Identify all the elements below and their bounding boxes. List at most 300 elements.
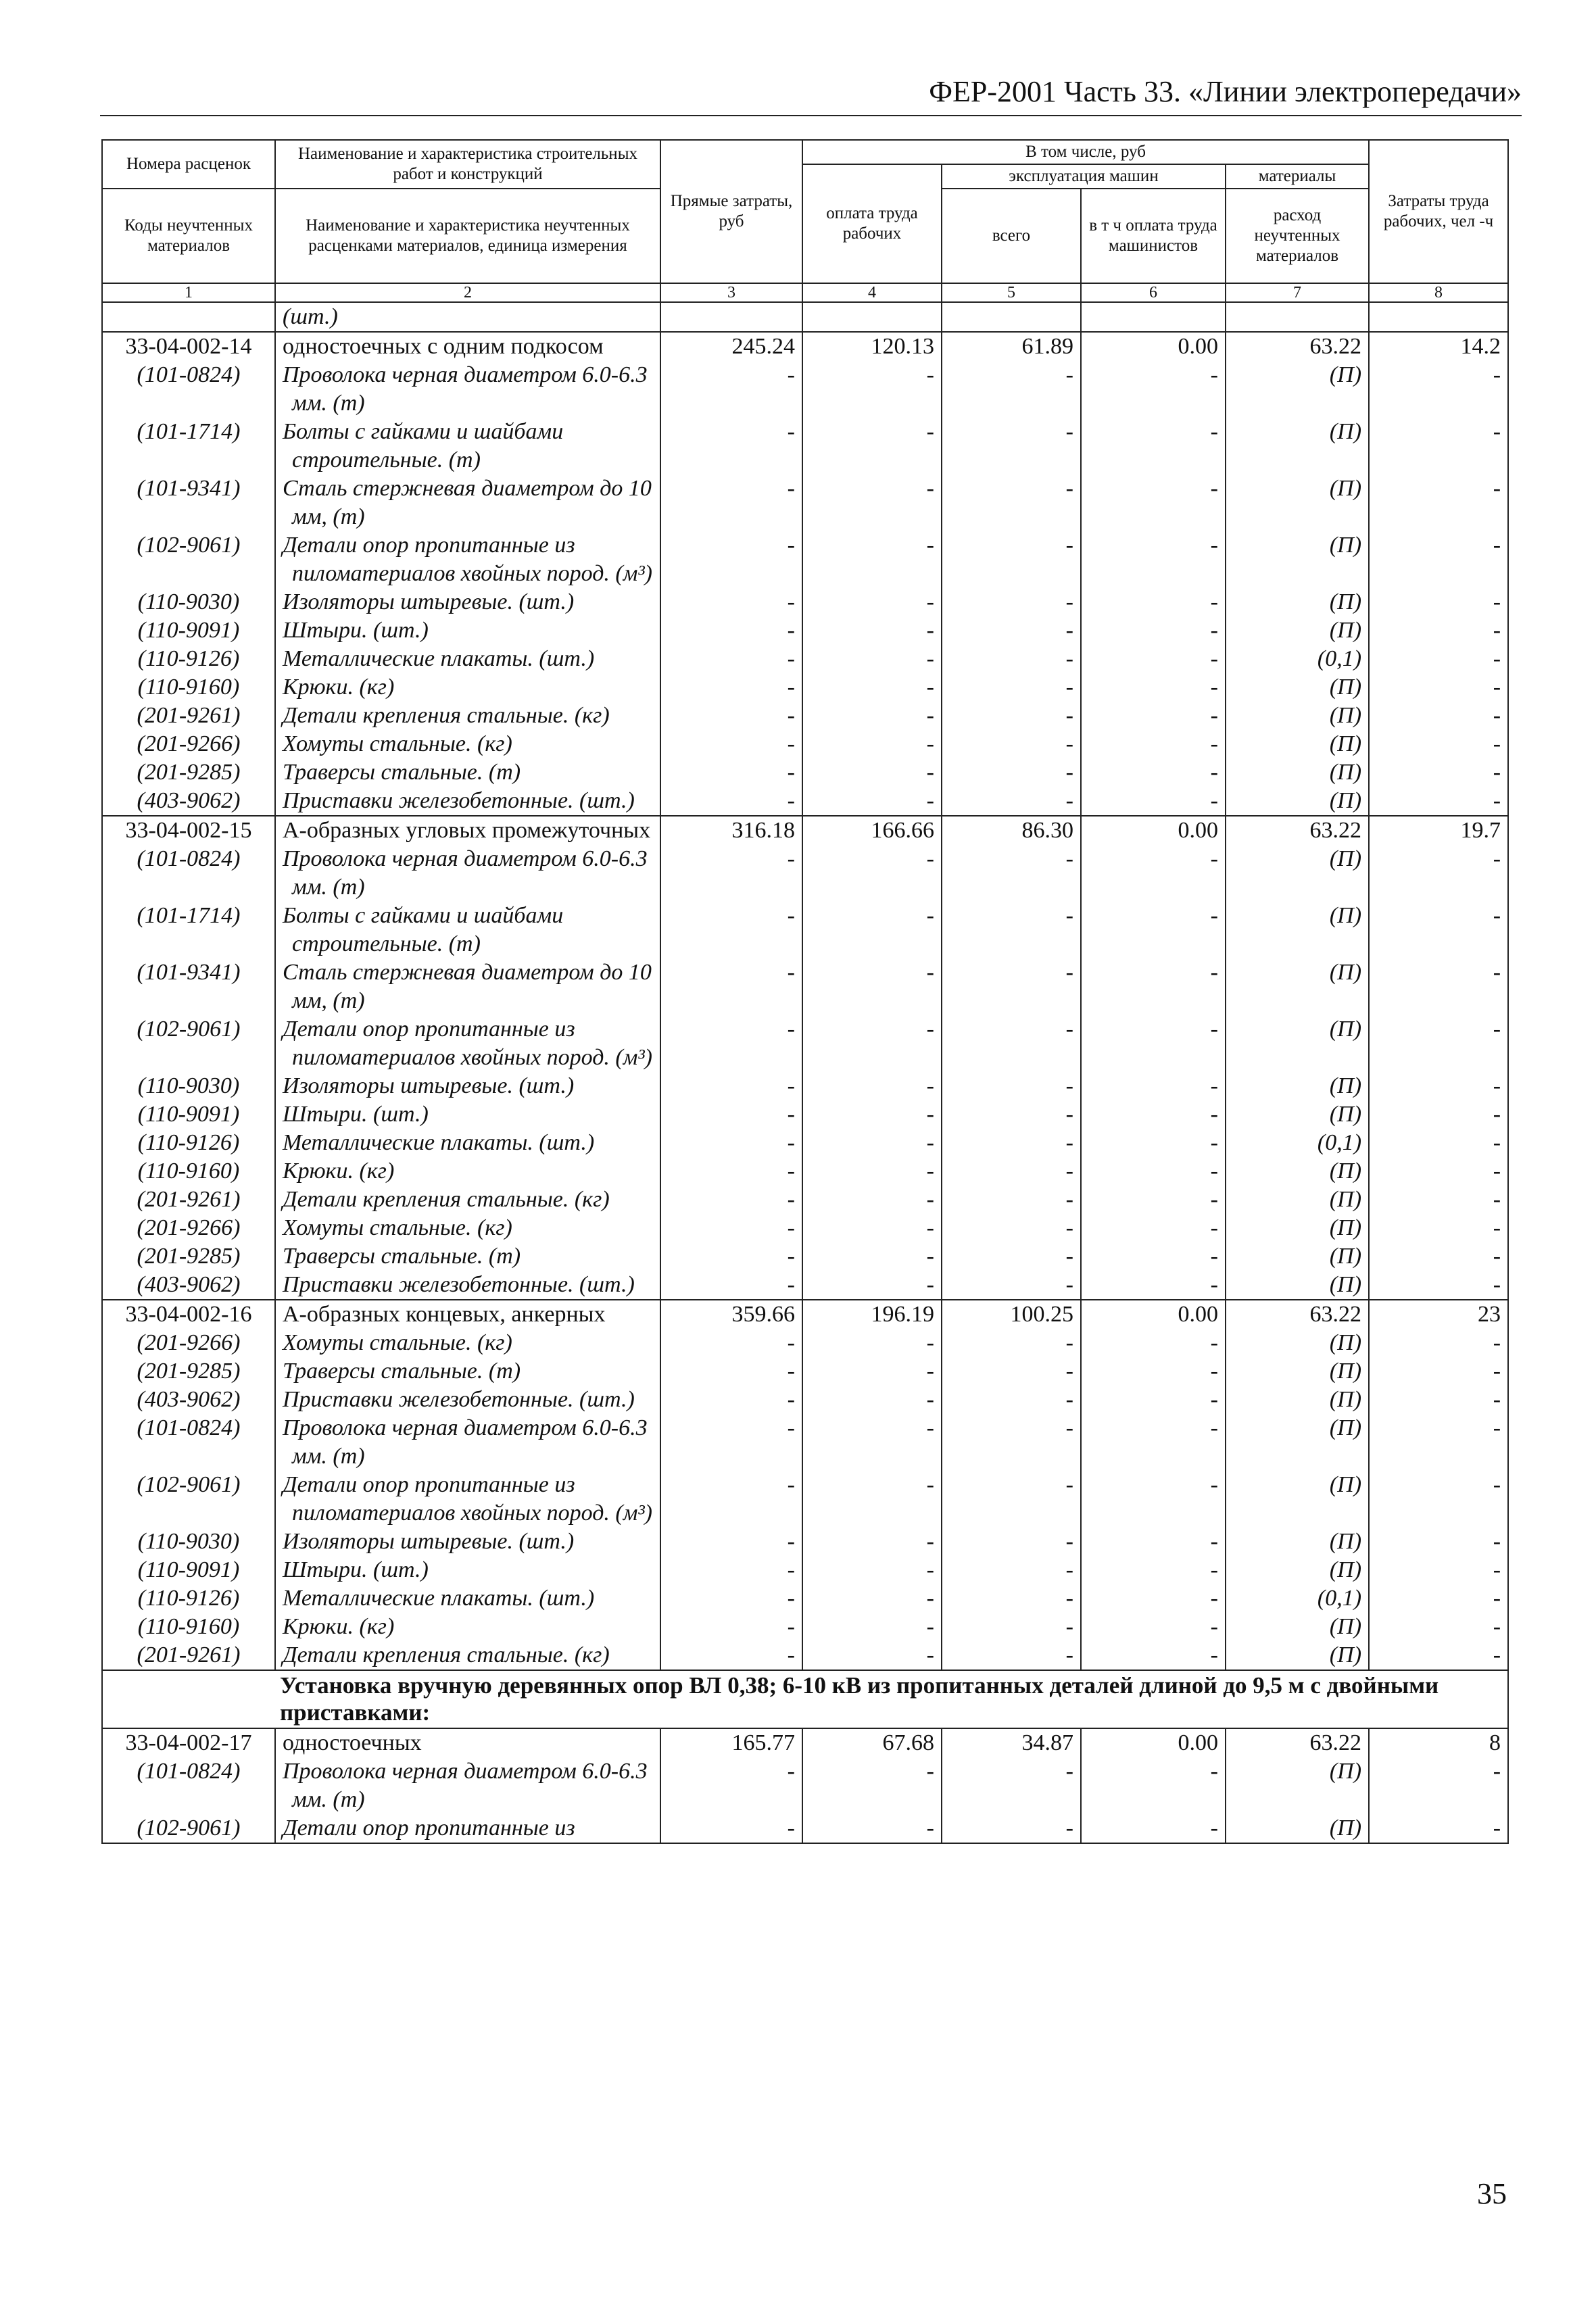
dash-cell: - xyxy=(1369,645,1508,673)
material-row xyxy=(102,531,1508,588)
continuation-text: (шт.) xyxy=(275,302,660,332)
dash-cell: - xyxy=(660,1757,802,1814)
colnum: 5 xyxy=(942,283,1081,302)
dash-cell: - xyxy=(1369,758,1508,787)
dash-cell: - xyxy=(1369,702,1508,730)
dash-cell: - xyxy=(1081,1242,1226,1271)
dash-cell: - xyxy=(1369,1100,1508,1129)
material-name: Детали крепления стальные. (кг) xyxy=(275,1186,660,1214)
col2-top-header: Наименование и характеристика строительных работ и конструкций xyxy=(275,140,660,189)
material-name: Штыри. (шт.) xyxy=(275,1100,660,1129)
material-code: (201-9266) xyxy=(102,1214,275,1242)
dash-cell: - xyxy=(942,1584,1081,1613)
colnum: 8 xyxy=(1369,283,1508,302)
material-code: (110-9126) xyxy=(102,645,275,673)
dash-cell: - xyxy=(1369,1641,1508,1670)
dash-cell: - xyxy=(660,1242,802,1271)
material-rate: (П) xyxy=(1226,1214,1369,1242)
dash-cell: - xyxy=(660,1214,802,1242)
material-rate: (П) xyxy=(1226,1242,1369,1271)
dash-cell: - xyxy=(660,1556,802,1584)
materials-cost: 63.22 xyxy=(1226,1300,1369,1329)
dash-cell: - xyxy=(942,1329,1081,1357)
dash-cell: - xyxy=(1369,1613,1508,1641)
dash-cell: - xyxy=(660,418,802,474)
machines-total: 100.25 xyxy=(942,1300,1081,1329)
material-rate: (П) xyxy=(1226,531,1369,588)
material-code: (101-0824) xyxy=(102,845,275,902)
material-row xyxy=(102,1414,1508,1471)
dash-cell: - xyxy=(660,1157,802,1186)
material-row xyxy=(102,730,1508,758)
material-code: (110-9091) xyxy=(102,1100,275,1129)
dash-cell: - xyxy=(942,1100,1081,1129)
dash-cell: - xyxy=(942,361,1081,418)
dash-cell: - xyxy=(942,1528,1081,1556)
material-rate: (П) xyxy=(1226,474,1369,531)
material-name: Металлические плакаты. (шт.) xyxy=(275,645,660,673)
material-row xyxy=(102,1129,1508,1157)
material-row xyxy=(102,1757,1508,1814)
col1-bottom-header: Коды неучтенных материалов xyxy=(102,189,275,283)
material-name: Изоляторы штыревые. (шт.) xyxy=(275,588,660,616)
dash-cell: - xyxy=(802,1386,942,1414)
dash-cell: - xyxy=(802,361,942,418)
dash-cell: - xyxy=(1081,1386,1226,1414)
dash-cell: - xyxy=(802,730,942,758)
material-row xyxy=(102,645,1508,673)
dash-cell: - xyxy=(1369,1157,1508,1186)
dash-cell: - xyxy=(660,1072,802,1100)
material-row xyxy=(102,588,1508,616)
dash-cell: - xyxy=(802,1072,942,1100)
material-rate: (П) xyxy=(1226,673,1369,702)
section-row xyxy=(102,1670,1508,1728)
material-code: (101-0824) xyxy=(102,1757,275,1814)
dash-cell: - xyxy=(660,702,802,730)
rate-name: одностоечных xyxy=(275,1728,660,1757)
dash-cell: - xyxy=(802,845,942,902)
dash-cell: - xyxy=(1369,845,1508,902)
material-code: (102-9061) xyxy=(102,1015,275,1072)
material-name: Изоляторы штыревые. (шт.) xyxy=(275,1072,660,1100)
col3-header: Прямые затраты, руб xyxy=(660,140,802,283)
dash-cell: - xyxy=(1081,1757,1226,1814)
material-row xyxy=(102,1214,1508,1242)
material-name: Изоляторы штыревые. (шт.) xyxy=(275,1528,660,1556)
dash-cell: - xyxy=(942,645,1081,673)
dash-cell: - xyxy=(1081,1129,1226,1157)
material-code: (110-9160) xyxy=(102,673,275,702)
material-row xyxy=(102,1613,1508,1641)
dash-cell: - xyxy=(1081,645,1226,673)
dash-cell: - xyxy=(802,1214,942,1242)
dash-cell: - xyxy=(1369,730,1508,758)
material-row xyxy=(102,1242,1508,1271)
dash-cell: - xyxy=(942,1129,1081,1157)
material-code: (101-9341) xyxy=(102,474,275,531)
material-code: (110-9030) xyxy=(102,1528,275,1556)
direct-cost: 359.66 xyxy=(660,1300,802,1329)
table-header xyxy=(102,140,1508,302)
material-code: (110-9030) xyxy=(102,1072,275,1100)
dash-cell: - xyxy=(660,1613,802,1641)
material-name: Штыри. (шт.) xyxy=(275,1556,660,1584)
rate-name: А-образных угловых промежуточных xyxy=(275,816,660,845)
dash-cell: - xyxy=(660,1100,802,1129)
material-name: Штыри. (шт.) xyxy=(275,616,660,645)
dash-cell: - xyxy=(1081,902,1226,958)
dash-cell: - xyxy=(1081,1186,1226,1214)
material-rate: (П) xyxy=(1226,730,1369,758)
material-code: (110-9091) xyxy=(102,616,275,645)
material-row xyxy=(102,1271,1508,1300)
machinist-labor: 0.00 xyxy=(1081,332,1226,361)
material-name: Приставки железобетонные. (шт.) xyxy=(275,1386,660,1414)
dash-cell: - xyxy=(660,588,802,616)
machines-total: 34.87 xyxy=(942,1728,1081,1757)
material-name: Детали крепления стальные. (кг) xyxy=(275,1641,660,1670)
dash-cell: - xyxy=(1081,673,1226,702)
dash-cell: - xyxy=(1369,474,1508,531)
material-row xyxy=(102,616,1508,645)
machinist-labor: 0.00 xyxy=(1081,816,1226,845)
machinist-labor: 0.00 xyxy=(1081,1300,1226,1329)
dash-cell: - xyxy=(802,1814,942,1843)
dash-cell: - xyxy=(942,531,1081,588)
dash-cell: - xyxy=(1369,1186,1508,1214)
material-code: (110-9160) xyxy=(102,1613,275,1641)
dash-cell: - xyxy=(942,702,1081,730)
material-rate: (0,1) xyxy=(1226,1129,1369,1157)
rates-table xyxy=(101,139,1509,1844)
material-name: Проволока черная диаметром 6.0-6.3 мм. (т) xyxy=(275,845,660,902)
dash-cell: - xyxy=(942,1641,1081,1670)
colnum: 6 xyxy=(1081,283,1226,302)
material-row xyxy=(102,787,1508,816)
labor-hours: 14.2 xyxy=(1369,332,1508,361)
dash-cell: - xyxy=(802,1100,942,1129)
material-row xyxy=(102,1556,1508,1584)
material-rate: (П) xyxy=(1226,902,1369,958)
material-code: (403-9062) xyxy=(102,1386,275,1414)
material-rate: (П) xyxy=(1226,958,1369,1015)
material-rate: (П) xyxy=(1226,1100,1369,1129)
material-row xyxy=(102,1015,1508,1072)
colnum: 4 xyxy=(802,283,942,302)
material-code: (403-9062) xyxy=(102,787,275,816)
dash-cell: - xyxy=(802,758,942,787)
material-row xyxy=(102,702,1508,730)
dash-cell: - xyxy=(942,1271,1081,1300)
dash-cell: - xyxy=(942,1556,1081,1584)
rate-row xyxy=(102,816,1508,845)
material-row xyxy=(102,1329,1508,1357)
material-rate: (П) xyxy=(1226,361,1369,418)
dash-cell: - xyxy=(660,1584,802,1613)
material-name: Траверсы стальные. (т) xyxy=(275,1242,660,1271)
dash-cell: - xyxy=(802,702,942,730)
dash-cell: - xyxy=(1081,418,1226,474)
material-name: Хомуты стальные. (кг) xyxy=(275,1329,660,1357)
material-row xyxy=(102,1386,1508,1414)
material-code: (102-9061) xyxy=(102,531,275,588)
material-code: (110-9030) xyxy=(102,588,275,616)
material-rate: (П) xyxy=(1226,418,1369,474)
dash-cell: - xyxy=(1369,902,1508,958)
dash-cell: - xyxy=(802,1129,942,1157)
material-row xyxy=(102,1814,1508,1843)
dash-cell: - xyxy=(802,958,942,1015)
dash-cell: - xyxy=(1081,1471,1226,1528)
dash-cell: - xyxy=(802,787,942,816)
dash-cell: - xyxy=(942,1072,1081,1100)
dash-cell: - xyxy=(1369,361,1508,418)
material-rate: (П) xyxy=(1226,1386,1369,1414)
dash-cell: - xyxy=(802,1757,942,1814)
page-number: 35 xyxy=(1477,2177,1507,2210)
dash-cell: - xyxy=(1081,1015,1226,1072)
material-code: (403-9062) xyxy=(102,1271,275,1300)
material-name: Приставки железобетонные. (шт.) xyxy=(275,1271,660,1300)
dash-cell: - xyxy=(802,673,942,702)
material-rate: (П) xyxy=(1226,1414,1369,1471)
material-row xyxy=(102,474,1508,531)
material-row xyxy=(102,1584,1508,1613)
material-name: Проволока черная диаметром 6.0-6.3 мм. (т) xyxy=(275,361,660,418)
dash-cell: - xyxy=(1081,361,1226,418)
dash-cell: - xyxy=(802,1157,942,1186)
dash-cell: - xyxy=(1081,1271,1226,1300)
dash-cell: - xyxy=(660,1129,802,1157)
dash-cell: - xyxy=(942,1757,1081,1814)
continuation-row xyxy=(102,302,1508,332)
material-code: (201-9261) xyxy=(102,1641,275,1670)
dash-cell: - xyxy=(1369,958,1508,1015)
colnum: 7 xyxy=(1226,283,1369,302)
material-name: Детали опор пропитанные из пиломатериалов хвойных пород. (м³) xyxy=(275,531,660,588)
colnum: 3 xyxy=(660,283,802,302)
col2-bottom-header: Наименование и характеристика неучтенных расценками материалов, единица измерения xyxy=(275,189,660,283)
material-rate: (П) xyxy=(1226,1072,1369,1100)
material-name: Приставки железобетонные. (шт.) xyxy=(275,787,660,816)
material-rate: (П) xyxy=(1226,845,1369,902)
dash-cell: - xyxy=(1369,616,1508,645)
material-code: (102-9061) xyxy=(102,1814,275,1843)
material-name: Сталь стержневая диаметром до 10 мм, (т) xyxy=(275,958,660,1015)
dash-cell: - xyxy=(802,1329,942,1357)
dash-cell: - xyxy=(802,1357,942,1386)
material-name: Металлические плакаты. (шт.) xyxy=(275,1584,660,1613)
material-code: (201-9285) xyxy=(102,1357,275,1386)
page-header: ФЕР-2001 Часть 33. «Линии электропередачи» xyxy=(100,73,1522,116)
dash-cell: - xyxy=(660,1641,802,1670)
dash-cell: - xyxy=(942,588,1081,616)
material-rate: (П) xyxy=(1226,1641,1369,1670)
dash-cell: - xyxy=(660,474,802,531)
dash-cell: - xyxy=(1369,1556,1508,1584)
material-code: (101-0824) xyxy=(102,1414,275,1471)
rate-name: одностоечных с одним подкосом xyxy=(275,332,660,361)
dash-cell: - xyxy=(1369,1214,1508,1242)
dash-cell: - xyxy=(1081,845,1226,902)
material-code: (101-0824) xyxy=(102,361,275,418)
labor-hours: 8 xyxy=(1369,1728,1508,1757)
material-rate: (П) xyxy=(1226,1015,1369,1072)
dash-cell: - xyxy=(1369,1242,1508,1271)
dash-cell: - xyxy=(660,1414,802,1471)
material-row xyxy=(102,418,1508,474)
dash-cell: - xyxy=(1369,1072,1508,1100)
material-row xyxy=(102,361,1508,418)
dash-cell: - xyxy=(660,616,802,645)
material-code: (201-9261) xyxy=(102,1186,275,1214)
dash-cell: - xyxy=(1081,616,1226,645)
dash-cell: - xyxy=(660,1329,802,1357)
table-body xyxy=(102,302,1508,1843)
dash-cell: - xyxy=(660,645,802,673)
dash-cell: - xyxy=(660,361,802,418)
dash-cell: - xyxy=(1369,1015,1508,1072)
material-name: Болты с гайками и шайбами строительные. (т) xyxy=(275,902,660,958)
dash-cell: - xyxy=(1081,531,1226,588)
material-row xyxy=(102,902,1508,958)
material-row xyxy=(102,758,1508,787)
material-name: Крюки. (кг) xyxy=(275,1613,660,1641)
material-rate: (0,1) xyxy=(1226,645,1369,673)
rate-row xyxy=(102,1300,1508,1329)
material-row xyxy=(102,1357,1508,1386)
dash-cell: - xyxy=(802,902,942,958)
dash-cell: - xyxy=(1081,474,1226,531)
material-rate: (П) xyxy=(1226,1357,1369,1386)
materials-header: материалы xyxy=(1226,164,1369,189)
material-code: (110-9126) xyxy=(102,1584,275,1613)
labor-cost: 67.68 xyxy=(802,1728,942,1757)
material-code: (101-1714) xyxy=(102,418,275,474)
labor-cost: 196.19 xyxy=(802,1300,942,1329)
dash-cell: - xyxy=(660,758,802,787)
dash-cell: - xyxy=(802,418,942,474)
dash-cell: - xyxy=(1369,1329,1508,1357)
dash-cell: - xyxy=(802,616,942,645)
dash-cell: - xyxy=(1369,1414,1508,1471)
dash-cell: - xyxy=(942,730,1081,758)
material-code: (110-9160) xyxy=(102,1157,275,1186)
material-row xyxy=(102,1471,1508,1528)
dash-cell: - xyxy=(802,531,942,588)
dash-cell: - xyxy=(1081,1414,1226,1471)
dash-cell: - xyxy=(802,1471,942,1528)
dash-cell: - xyxy=(942,958,1081,1015)
material-name: Сталь стержневая диаметром до 10 мм, (т) xyxy=(275,474,660,531)
material-name: Крюки. (кг) xyxy=(275,1157,660,1186)
dash-cell: - xyxy=(1081,1556,1226,1584)
material-code: (101-1714) xyxy=(102,902,275,958)
dash-cell: - xyxy=(660,673,802,702)
colnum: 1 xyxy=(102,283,275,302)
dash-cell: - xyxy=(1081,1814,1226,1843)
material-code: (110-9126) xyxy=(102,1129,275,1157)
dash-cell: - xyxy=(1081,730,1226,758)
dash-cell: - xyxy=(1081,958,1226,1015)
material-name: Детали опор пропитанные из пиломатериалов хвойных пород. (м³) xyxy=(275,1015,660,1072)
dash-cell: - xyxy=(1081,787,1226,816)
material-code: (201-9285) xyxy=(102,758,275,787)
direct-cost: 165.77 xyxy=(660,1728,802,1757)
dash-cell: - xyxy=(660,531,802,588)
rate-row xyxy=(102,1728,1508,1757)
material-rate: (0,1) xyxy=(1226,1584,1369,1613)
material-rate: (П) xyxy=(1226,1471,1369,1528)
material-code: (101-9341) xyxy=(102,958,275,1015)
material-rate: (П) xyxy=(1226,1329,1369,1357)
rate-name: А-образных концевых, анкерных xyxy=(275,1300,660,1329)
dash-cell: - xyxy=(942,1015,1081,1072)
dash-cell: - xyxy=(1369,1357,1508,1386)
dash-cell: - xyxy=(1369,1271,1508,1300)
material-row xyxy=(102,958,1508,1015)
dash-cell: - xyxy=(660,730,802,758)
dash-cell: - xyxy=(942,1814,1081,1843)
col1-top-header: Номера расценок xyxy=(102,140,275,189)
dash-cell: - xyxy=(1081,1157,1226,1186)
machinist-labor: 0.00 xyxy=(1081,1728,1226,1757)
dash-cell: - xyxy=(802,1414,942,1471)
col8-header: Затраты труда рабочих, чел -ч xyxy=(1369,140,1508,283)
colnum: 2 xyxy=(275,283,660,302)
dash-cell: - xyxy=(1081,702,1226,730)
dash-cell: - xyxy=(942,673,1081,702)
dash-cell: - xyxy=(802,1271,942,1300)
material-row xyxy=(102,673,1508,702)
material-name: Крюки. (кг) xyxy=(275,673,660,702)
material-rate: (П) xyxy=(1226,1556,1369,1584)
material-name: Проволока черная диаметром 6.0-6.3 мм. (т) xyxy=(275,1414,660,1471)
dash-cell: - xyxy=(1081,1329,1226,1357)
dash-cell: - xyxy=(942,1214,1081,1242)
material-rate: (П) xyxy=(1226,1271,1369,1300)
dash-cell: - xyxy=(660,845,802,902)
dash-cell: - xyxy=(660,1471,802,1528)
material-row xyxy=(102,845,1508,902)
dash-cell: - xyxy=(1369,1528,1508,1556)
material-name: Детали крепления стальные. (кг) xyxy=(275,702,660,730)
material-rate: (П) xyxy=(1226,702,1369,730)
dash-cell: - xyxy=(942,845,1081,902)
dash-cell: - xyxy=(802,588,942,616)
dash-cell: - xyxy=(660,1528,802,1556)
material-rate: (П) xyxy=(1226,1528,1369,1556)
dash-cell: - xyxy=(802,1584,942,1613)
material-rate: (П) xyxy=(1226,616,1369,645)
col4-header: оплата труда рабочих xyxy=(802,164,942,283)
material-name: Хомуты стальные. (кг) xyxy=(275,1214,660,1242)
dash-cell: - xyxy=(660,787,802,816)
dash-cell: - xyxy=(942,616,1081,645)
material-rate: (П) xyxy=(1226,588,1369,616)
material-row xyxy=(102,1157,1508,1186)
dash-cell: - xyxy=(802,1613,942,1641)
col6-header: в т ч оплата труда машинистов xyxy=(1081,189,1226,283)
machines-header: эксплуатация машин xyxy=(942,164,1226,189)
col5-header: всего xyxy=(942,189,1081,283)
dash-cell: - xyxy=(660,1814,802,1843)
material-name: Детали опор пропитанные из пиломатериалов хвойных пород. (м³) xyxy=(275,1471,660,1528)
material-code: (201-9266) xyxy=(102,730,275,758)
dash-cell: - xyxy=(942,474,1081,531)
dash-cell: - xyxy=(660,1015,802,1072)
